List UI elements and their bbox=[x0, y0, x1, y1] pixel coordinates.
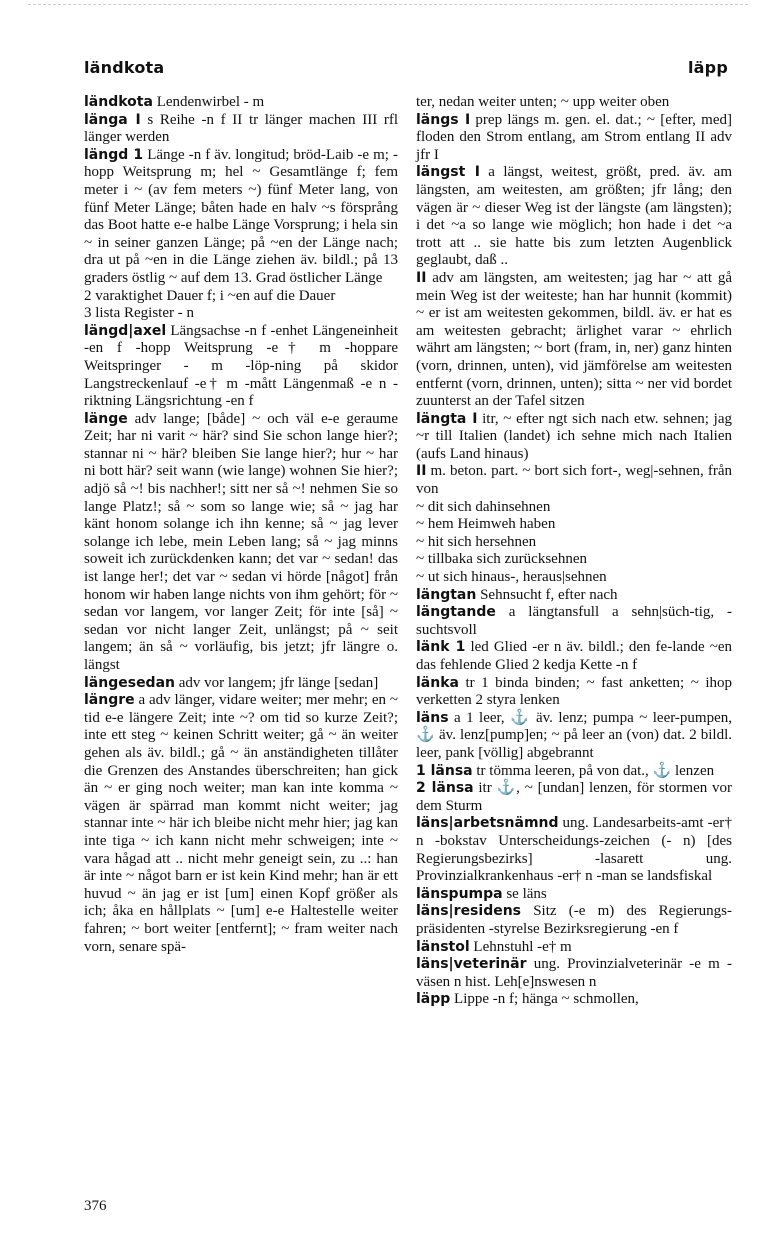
entry-headword: längesedan bbox=[84, 674, 175, 691]
top-dashed-guide bbox=[28, 4, 748, 5]
entry-body: s Reihe -n f II tr länger machen III rfl länger werden bbox=[84, 111, 399, 146]
dictionary-entry bbox=[416, 499, 732, 517]
dictionary-entry bbox=[416, 903, 732, 938]
entry-body: Lippe -n f; hänga ~ schmollen, bbox=[450, 991, 639, 1008]
dictionary-entry bbox=[416, 463, 732, 498]
entry-body: ~ dit sich dahinsehnen bbox=[416, 498, 551, 515]
entry-body: m. beton. part. ~ bort sich fort-, weg|-sehnen, från von bbox=[416, 463, 732, 498]
dictionary-entry bbox=[84, 112, 398, 147]
dictionary-entry bbox=[416, 587, 732, 605]
dictionary-entry bbox=[84, 411, 398, 675]
entry-body: adv vor langem; jfr länge [sedan] bbox=[175, 674, 379, 691]
entry-body: ~ hit sich hersehnen bbox=[416, 533, 537, 550]
entry-headword: länge bbox=[84, 410, 128, 427]
entry-body: Lendenwirbel - m bbox=[152, 94, 265, 110]
entry-headword: II bbox=[416, 463, 427, 480]
dictionary-entry bbox=[416, 270, 732, 411]
entry-headword: längtan bbox=[416, 586, 477, 603]
dictionary-entry bbox=[84, 288, 398, 306]
dictionary-entry bbox=[416, 569, 732, 587]
entry-headword: läns bbox=[416, 709, 449, 726]
dictionary-entry bbox=[416, 991, 732, 1009]
dictionary-entry bbox=[84, 147, 398, 288]
entry-headword: länk 1 bbox=[416, 639, 466, 656]
dictionary-entry bbox=[416, 886, 732, 904]
entry-body: prep längs m. gen. el. dat.; ~ [efter, med] floden den Strom entlang, am Strom entlang II adv jfr I bbox=[416, 111, 733, 163]
entry-body: ter, nedan weiter unten; ~ upp weiter oben bbox=[416, 94, 670, 110]
page-number: 376 bbox=[84, 1198, 107, 1214]
dictionary-entry bbox=[416, 94, 732, 112]
dictionary-entry bbox=[416, 551, 732, 569]
entry-body: a adv länger, vidare weiter; mer mehr; en ~ tid e-e längere Zeit; inte ~? om tid so kurze Zeit?; inte ett steg ~ keinen Schritt weiter; gå ~ än weiter gehen als äv. bildl.; gå ~ än anständigheten tillåter die Grenzen des Anstandes überschreiten; han gick än ~ er ging noch weiter; man kan inte komma ~ vägen är spärrad man kommt nicht weiter; jag stannar inte ~ här ich bleibe nicht mehr hier; jag kan inte tiga ~ ich kann nicht mehr schweigen; inte ~ vara hågad att .. nicht mehr geneigt sein, zu ..: han är inte ~ något barn er ist kein Kind mehr; han är ett huvud ~ än jag er ist [um] einen Kopf größer als ich; åka en hållplats ~ [um] e-e Haltestelle weiter fahren; ~ bort weiter [entfernt]; ~ fram weiter nach vorn, senare spä- bbox=[84, 692, 398, 955]
entry-headword: länstol bbox=[416, 938, 470, 955]
entry-headword: längd|axel bbox=[84, 322, 167, 339]
running-head-left: ländkota bbox=[84, 58, 165, 77]
entry-headword: längta I bbox=[416, 410, 478, 427]
entry-body: tr tömma leeren, på von dat., ⚓ lenzen bbox=[472, 762, 715, 779]
running-head-right: läpp bbox=[688, 58, 728, 77]
entry-body: itr ⚓, ~ [undan] lenzen, för stormen vor dem Sturm bbox=[416, 780, 732, 814]
entry-headword: läns|arbetsnämnd bbox=[416, 815, 559, 832]
left-column bbox=[84, 94, 398, 956]
entry-body: Länge -n f äv. longitud; bröd-Laib -e m; -hopp Weitsprung m; hel ~ Gesamtlänge f; fem meter i ~ (av fem meters ~) fünf Meter lang, von fünf Meter Länge; båten hade en halv ~s försprång das Boot hatte e-e halbe Länge Vorsprung; i hela sin ~ in seiner ganzen Länge; på ~en der Länge nach; dra ut på ~en in die Länge ziehen äv. bildl.; på 13 graders östlig ~ auf dem 13. Grad östlicher Länge bbox=[84, 146, 398, 286]
dictionary-entry bbox=[416, 516, 732, 534]
entry-body: Sehnsucht f, efter nach bbox=[476, 586, 618, 603]
entry-body: ung. Landesarbeits-amt -er† n -bokstav Unterscheidungs-zeichen (- n) [des Regierungsbezirks] -lasarett ung. Provinzialkrankenhaus -er† n -man se landsfiskal bbox=[416, 815, 732, 885]
entry-body: itr, ~ efter ngt sich nach etw. sehnen; jag ~r till Italien (landet) ich sehne mich nach Italien (aufs Land hinaus) bbox=[416, 410, 732, 462]
entry-body: ~ ut sich hinaus-, heraus|sehnen bbox=[416, 569, 607, 586]
dictionary-entry bbox=[416, 815, 732, 885]
entry-headword: läpp bbox=[416, 991, 451, 1008]
dictionary-entry bbox=[416, 956, 732, 991]
entry-body: Sitz (-e m) des Regierungs-präsidenten -styrelse Bezirksregierung -en f bbox=[416, 903, 732, 937]
dictionary-entry bbox=[416, 604, 732, 639]
entry-body: a 1 leer, ⚓ äv. lenz; pumpa ~ leer-pumpen, ⚓ äv. lenz[pump]en; ~ på leer an (von) dat. 2 bildl. leer, pank [völlig] abgebrannt bbox=[416, 709, 732, 761]
dictionary-entry bbox=[84, 675, 398, 693]
entry-headword: längtande bbox=[416, 604, 496, 621]
dictionary-entry bbox=[416, 411, 732, 464]
entry-body: 2 varaktighet Dauer f; i ~en auf die Dauer bbox=[84, 287, 336, 304]
entry-body: adv lange; [både] ~ och väl e-e geraume Zeit; har ni varit ~ här? sind Sie schon lange hier?; stannar ni ~ här? bleiben Sie lange hier?; hur ~ har ni bott här? seit wann (wie lange) wohnen Sie hier?; adjö så ~! bis nachher!; sitt ner så ~! nehmen Sie so lange Platz!; så ~ som so lange wie; så ~ jag har känt honom solange ich ihn kenne; så ~ jag lever solange ich lebe, mein Leben lang; så ~ jag minns soweit ich zurückdenken kann; det var ~ sedan! das ist lange her!; det var ~ sedan vi hörde [något] från honom wir haben lange nichts von ihm gehört; för ~ sedan vor langem, vor langer Zeit; för inte [så] ~ sedan vor nicht langer Zeit, unlängst; på ~ seit langem; än så ~ vorläufig, bis jetzt; jfr längre o. längst bbox=[84, 410, 398, 673]
entry-body: adv am längsten, am weitesten; jag har ~ att gå mein Weg ist der weiteste; han har hunnit (kommit) ~ er ist am weitesten gekommen, bildl. äv. er hat es am weitesten gebracht; ärlighet varar ~ ehrlich währt am längsten; ~ bort (fram, in, ner) ganz hinten (vorn, drinnen, unten), vid jämförelse am weitesten entfernt (vorn, drinnen, unten); sitta ~ ner vid bordet zuunterst an der Tafel sitzen bbox=[416, 269, 732, 410]
dictionary-entry bbox=[416, 112, 732, 165]
entry-body: a längst, weitest, größt, pred. äv. am längsten, am weitesten, am größten; jfr lång; den vägen är ~ dieser Weg ist der längste (am längsten); i det ~a so lange wie möglich; hon hade i det ~a trott att .. sie hatte bis zum letzten Augenblick geglaubt, daß .. bbox=[416, 164, 732, 269]
entry-headword: längd 1 bbox=[84, 146, 144, 163]
entry-headword: 1 länsa bbox=[416, 762, 473, 779]
entry-headword: II bbox=[416, 269, 427, 286]
entry-headword: längs I bbox=[416, 111, 471, 128]
dictionary-entry bbox=[416, 939, 732, 957]
entry-headword: länka bbox=[416, 674, 459, 691]
entry-headword: läns|residens bbox=[416, 903, 522, 920]
right-column bbox=[416, 94, 732, 1009]
dictionary-entry bbox=[416, 164, 732, 270]
dictionary-entry bbox=[416, 534, 732, 552]
entry-body: Längsachse -n f -enhet Längeneinheit -en f -hopp Weitsprung -e† m -hoppare Weitspringer - m -löp-ning på skidor Langstreckenlauf -e† m -mått Längenmaß -e n -riktning Längsrichtung -en f bbox=[84, 322, 398, 410]
entry-body: ung. Provinzialveterinär -e m -väsen n hist. Leh[e]nswesen n bbox=[416, 956, 732, 990]
entry-body: led Glied -er n äv. bildl.; den fe-lande ~en das fehlende Glied 2 kedja Kette -n f bbox=[416, 639, 733, 673]
dictionary-entry bbox=[84, 692, 398, 956]
dictionary-entry bbox=[84, 94, 398, 112]
entry-body: se läns bbox=[502, 885, 547, 902]
entry-headword: ländkota bbox=[84, 94, 153, 110]
entry-body: Lehnstuhl -e† m bbox=[469, 938, 572, 955]
entry-headword: 2 länsa bbox=[416, 780, 474, 797]
dictionary-entry bbox=[416, 639, 732, 674]
entry-headword: längst I bbox=[416, 164, 480, 181]
entry-body: tr 1 binda binden; ~ fast anketten; ~ ihop verketten 2 styra lenken bbox=[416, 674, 732, 709]
dictionary-entry bbox=[84, 305, 398, 323]
entry-body: ~ tillbaka sich zurücksehnen bbox=[416, 551, 587, 568]
dictionary-entry bbox=[416, 675, 732, 710]
dictionary-entry bbox=[84, 323, 398, 411]
entry-headword: läns|veterinär bbox=[416, 956, 527, 973]
entry-headword: länspumpa bbox=[416, 885, 503, 902]
entry-headword: länga I bbox=[84, 111, 141, 128]
entry-body: a längtansfull a sehn|süch-tig, -suchtsvoll bbox=[416, 604, 732, 638]
dictionary-entry bbox=[416, 710, 732, 763]
dictionary-entry bbox=[416, 763, 732, 781]
dictionary-entry bbox=[416, 780, 732, 815]
entry-headword: längre bbox=[84, 692, 135, 709]
entry-body: 3 lista Register - n bbox=[84, 305, 194, 322]
entry-body: ~ hem Heimweh haben bbox=[416, 516, 556, 533]
